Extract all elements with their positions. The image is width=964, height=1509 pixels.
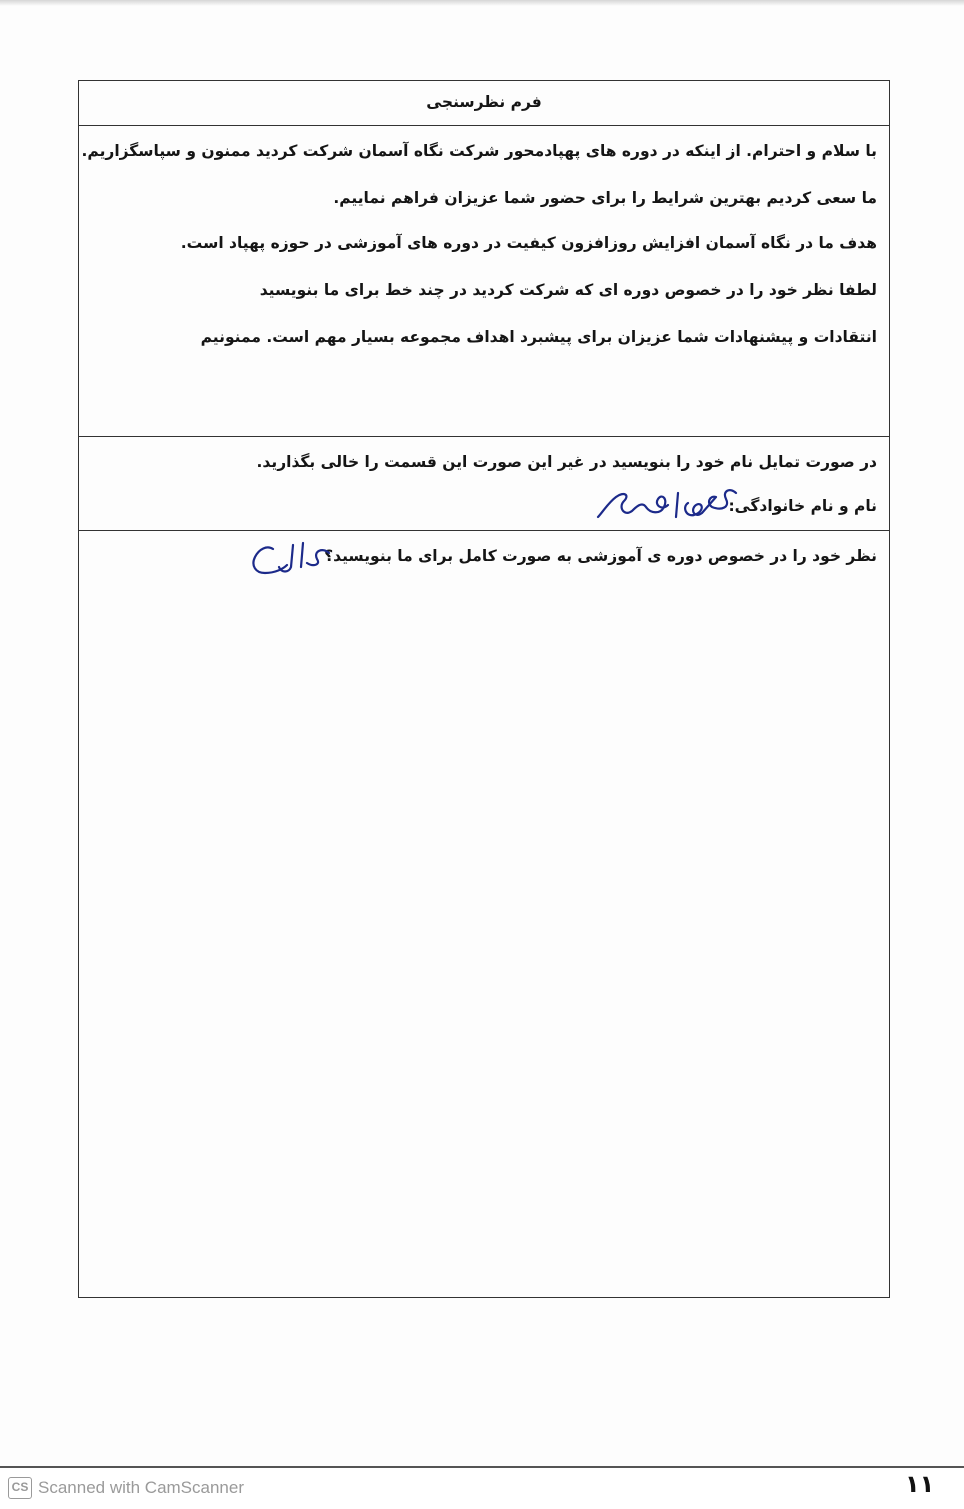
intro-line-5: انتقادات و پیشنهادات شما عزیزان برای پیشبرد اهداف مجموعه بسیار مهم است. ممنونیم	[200, 328, 877, 346]
name-section	[79, 437, 889, 531]
opinion-question: نظر خود را در خصوص دوره ی آموزشی به صورت کامل برای ما بنویسید؟	[324, 547, 877, 565]
form-title-row	[79, 81, 889, 126]
survey-form-table	[78, 80, 890, 1298]
scanner-watermark-text: Scanned with CamScanner	[38, 1478, 245, 1497]
intro-line-3: هدف ما در نگاه آسمان افزایش روزافزون کیفیت در دوره های آموزشی در حوزه پهپاد است.	[180, 234, 877, 252]
intro-line-1: با سلام و احترام. از اینکه در دوره های پهپادمحور شرکت نگاه آسمان شرکت کردید ممنون و سپاسگزاریم.	[81, 142, 877, 160]
scan-edge-shadow	[0, 0, 964, 6]
intro-line-2: ما سعی کردیم بهترین شرایط را برای حضور شما عزیزان فراهم نماییم.	[333, 189, 877, 207]
form-title: فرم نظرسنجی	[426, 93, 542, 111]
camscanner-logo-icon: CS	[8, 1477, 32, 1499]
intro-section	[79, 126, 889, 437]
page-number: ۱۱	[905, 1470, 935, 1498]
name-instruction: در صورت تمایل نام خود را بنویسید در غیر این صورت این قسمت را خالی بگذارید.	[256, 453, 877, 471]
handwritten-opinion	[243, 539, 335, 579]
handwritten-name	[594, 483, 740, 529]
name-label: نام و نام خانوادگی:	[728, 497, 877, 515]
opinion-section	[79, 531, 889, 1297]
intro-line-4: لطفا نظر خود را در خصوص دوره ای که شرکت کردید در چند خط برای ما بنویسید	[259, 281, 877, 299]
